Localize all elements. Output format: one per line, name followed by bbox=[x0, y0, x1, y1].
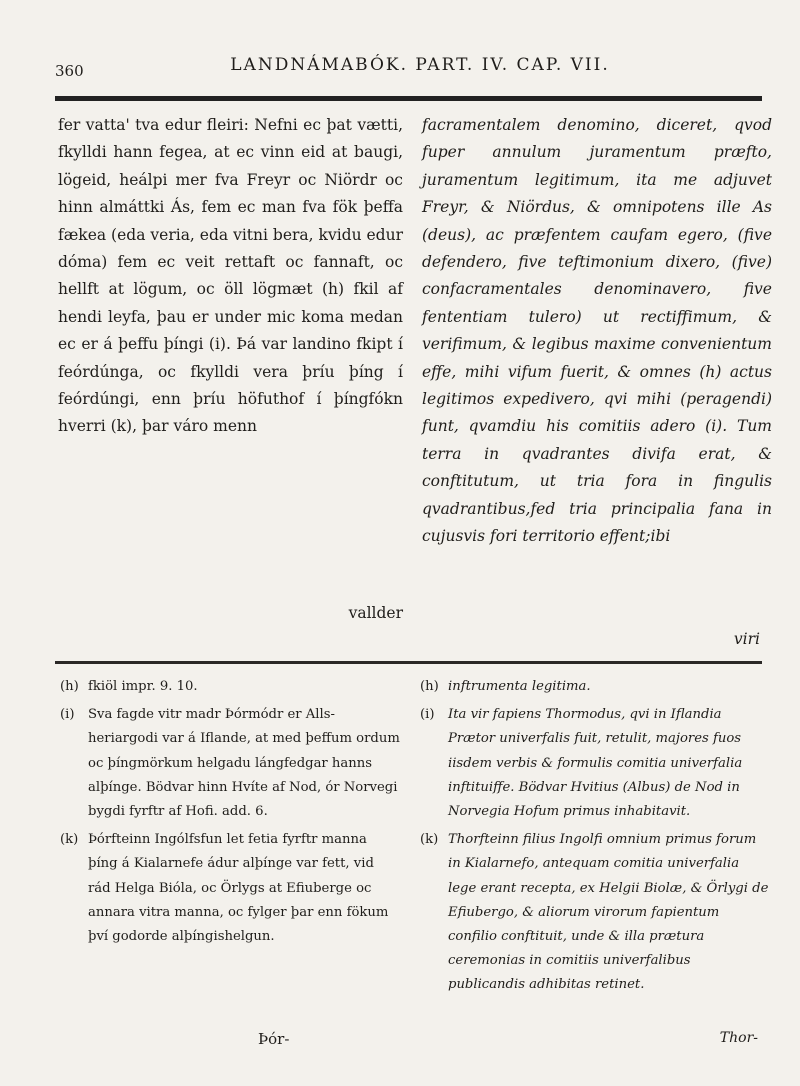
old-norse-paragraph: fer vatta' tva edur fleiri: Nefni ec þat vætti, fkylldi hann fegea, at ec vinn eid at baugi, lögeid, heálpi mer fva Freyr oc Niördr oc hinn almáttki Ás, fem ec man fva fök þeffa fækea (eda veria, eda vitni bera, kvidu edur dóma) fem ec veit rettaft oc fannaft, oc hellft at lögum, oc öll lögmæt (h) fkil af hendi leyfa, þau er under mic koma medan ec er á þeffu þíngi (i). Þá var landino fkipt í feórdúnga, oc fkylldi vera þríu þíng í feórdúngi, enn þríu höfuthof í þíngfókn hverri (k), þar váro menn bbox=[58, 116, 403, 436]
footnote-text: inftrumenta legitima. bbox=[448, 679, 591, 694]
footnote-text: Þórfteinn Ingólfsfun let fetia fyrftr manna þíng á Kialarnefe ádur alþínge var fett, vid rád Helga Bióla, oc Örlygs at Efiuberge oc annara vitra manna, oc fylger þar enn fökum því godorde alþíngishelgun. bbox=[88, 832, 389, 945]
footnote-text: Thorfteinn filius Ingolfi omnium primus forum in Kialarnefo, antequam comitia univerfalia lege erant recepta, ex Helgii Biolæ, & Örlygi de Efiubergo, & aliorum virorum fapientum confilio conftituit, unde & illa prætura ceremonias in comitiis univerfalibus publicandis adhibitas retinet. bbox=[448, 832, 769, 993]
left-catchword: vallder bbox=[348, 604, 403, 622]
footnote-mark: (i) bbox=[60, 707, 75, 723]
footnote-text: fkiöl impr. 9. 10. bbox=[88, 679, 198, 694]
page-number: 360 bbox=[55, 62, 84, 80]
footnote-mark: (h) bbox=[60, 679, 79, 694]
latin-column bbox=[422, 112, 772, 551]
footnote bbox=[420, 675, 770, 699]
running-title: LANDNÁMABÓK. PART. IV. CAP. VII. bbox=[230, 55, 610, 75]
footnote-mark: (k) bbox=[420, 832, 439, 848]
footnote-mark: (k) bbox=[60, 832, 79, 848]
footnote-mark: (h) bbox=[420, 679, 439, 694]
footnote-catchword-right: Thor- bbox=[719, 1030, 758, 1046]
footnote-mark: (i) bbox=[420, 707, 435, 723]
header-rule bbox=[55, 96, 762, 101]
footnote bbox=[60, 675, 400, 699]
footnote-text: Sva fagde vitr madr Þórmódr er Alls-heriargodi var á Iflande, at med þeffum ordum oc þíngmörkum helgadu lángfedgar hanns alþínge. Bödvar hinn Hvíte af Nod, ór Norvegi bygdi fyrftr af Hofi. add. 6. bbox=[88, 707, 400, 820]
right-catchword: viri bbox=[733, 630, 760, 648]
footnote bbox=[60, 828, 400, 949]
footnote-catchword-left: Þór- bbox=[258, 1030, 290, 1048]
old-norse-footnotes bbox=[60, 675, 400, 953]
footnote bbox=[420, 703, 770, 824]
footnote bbox=[60, 703, 400, 824]
footnote-text: Ita vir fapiens Thormodus, qvi in Iflandia Prætor univerfalis fuit, retulit, majores fuos iisdem verbis & formulis comitia univerfalia inftituiffe. Bödvar Hvitius (Albus) de Nod in Norvegia Hofum primus inhabitavit. bbox=[448, 707, 743, 820]
footnote bbox=[420, 828, 770, 997]
latin-footnotes bbox=[420, 675, 770, 1002]
footnote-rule bbox=[55, 661, 762, 664]
old-norse-column bbox=[58, 112, 403, 441]
latin-paragraph: facramentalem denomino, diceret, qvod fuper annulum juramentum præfto, juramentum legitimum, ita me adjuvet Freyr, & Niördus, & omnipotens ille As (deus), ac præfentem caufam egero, (five defendero, five teftimonium dixero, (five) confacramentales denominavero, five fententiam tulero) ut rectiffimum, & verifimum, & legibus maxime convenientum effe, mihi vifum fuerit, & omnes (h) actus legitimos expedivero, qvi mihi (peragendi) funt, qvamdiu his comitiis adero (i). Tum terra in qvadrantes divifa erat, & conftitutum, ut tria fora in fingulis qvadrantibus,fed tria principalia fana in cujusvis fori territorio effent;ibi bbox=[422, 116, 772, 546]
